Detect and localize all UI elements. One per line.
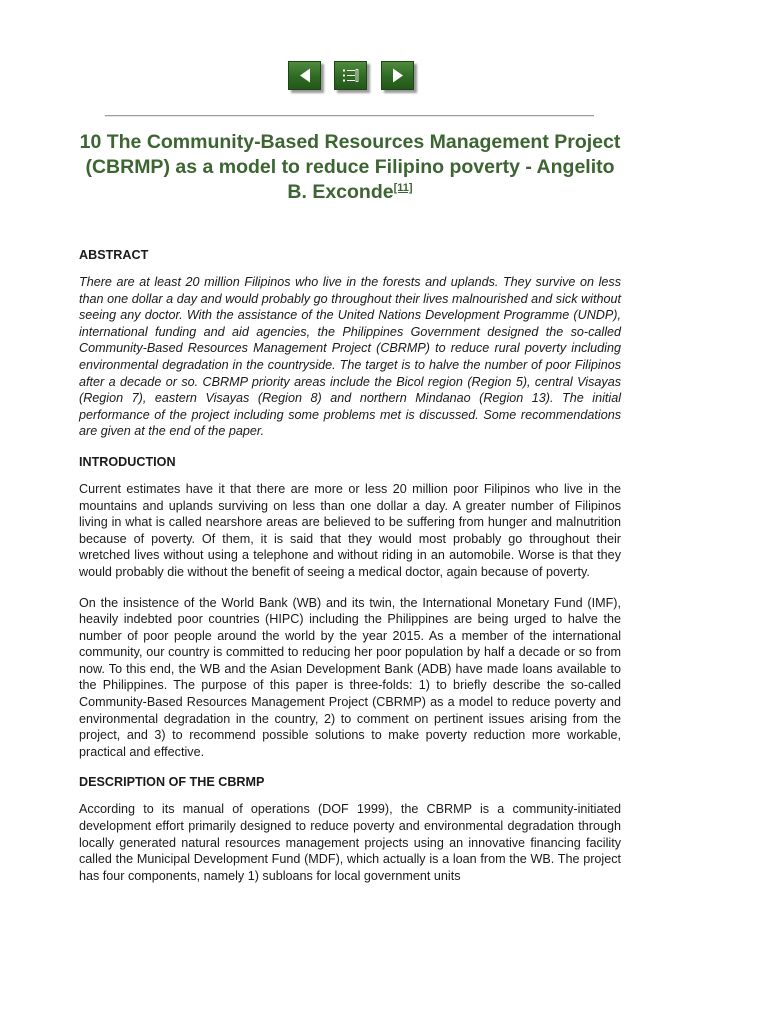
footnote-reference bbox=[394, 182, 413, 194]
footnote-link[interactable]: [11] bbox=[393, 182, 413, 194]
horizontal-divider bbox=[105, 115, 594, 117]
abstract-heading: ABSTRACT bbox=[79, 248, 149, 262]
description-paragraph: According to its manual of operations (DOF 1999), the CBRMP is a community-initiated development effort primarily designed to reduce poverty and environmental degradation through locally generated natural resources management projects using an innovative financing facility called the Municipal Development Fund (MDF), which actually is a loan from the WB. The project has four components, namely 1) subloans for local government units bbox=[79, 802, 621, 883]
right-arrow-icon bbox=[382, 62, 413, 89]
introduction-paragraph-2: On the insistence of the World Bank (WB) and its twin, the International Monetary Fund (IMF), heavily indebted poor countries (HIPC) including the Philippines are being urged to halve the number of poor people around the world by the year 2015. As a member of the international community, our country is committed to reducing her poor population by half a decade or so from now. To this end, the WB and the Asian Development Bank (ADB) have made loans available to the Philippines. The purpose of this paper is three-folds: 1) to briefly describe the so-called Community-Based Resources Management Project (CBRMP) as a model to reduce poverty and environmental degradation in the country, 2) to comment on pertinent issues arising from the project, and 3) to recommend possible solutions to make poverty reduction more workable, practical and effective. bbox=[79, 595, 621, 759]
title-text: 10 The Community-Based Resources Management Project (CBRMP) as a model to reduce Filipino poverty - Angelito B. Exconde bbox=[79, 131, 621, 203]
navigation-bar bbox=[0, 61, 768, 93]
article-body bbox=[79, 247, 621, 898]
description-heading: DESCRIPTION OF THE CBRMP bbox=[79, 775, 265, 790]
abstract-paragraph: There are at least 20 million Filipinos who live in the forests and uplands. They survive on less than one dollar a day and would probably go throughout their lives malnourished and sick without seeing any doctor. With the assistance of the United Nations Development Programme (UNDP), international funding and aid agencies, the Philippines Government designed the so-called Community-Based Resources Management Project (CBRMP) to reduce rural poverty including environmental degradation in the countryside. The target is to halve the number of poor Filipinos after a decade or so. CBRMP priority areas include the Bicol region (Region 5), central Visayas (Region 7), eastern Visayas (Region 8) and northern Mindanao (Region 13). The initial performance of the project including some problems met is discussed. Some recommendations are given at the end of the paper. bbox=[79, 275, 621, 439]
left-arrow-icon bbox=[289, 62, 320, 89]
previous-page-button[interactable] bbox=[288, 61, 321, 90]
introduction-paragraph-1: Current estimates have it that there are more or less 20 million poor Filipinos who live in the mountains and uplands surviving on less than one dollar a day. A greater number of Filipinos living in what is called nearshore areas are believed to be suffering from hunger and malnutrition because of poverty. Of them, it is said that they would most probably go throughout their wretched lives without using a telephone and without riding in an automobile. Worse is that they would probably die without the benefit of seeing a medical doctor, again because of poverty. bbox=[79, 481, 621, 579]
introduction-heading: INTRODUCTION bbox=[79, 454, 176, 469]
page-title bbox=[75, 130, 625, 205]
next-page-button[interactable] bbox=[381, 61, 414, 90]
table-of-contents-icon bbox=[335, 62, 366, 89]
table-of-contents-button[interactable] bbox=[334, 61, 367, 90]
